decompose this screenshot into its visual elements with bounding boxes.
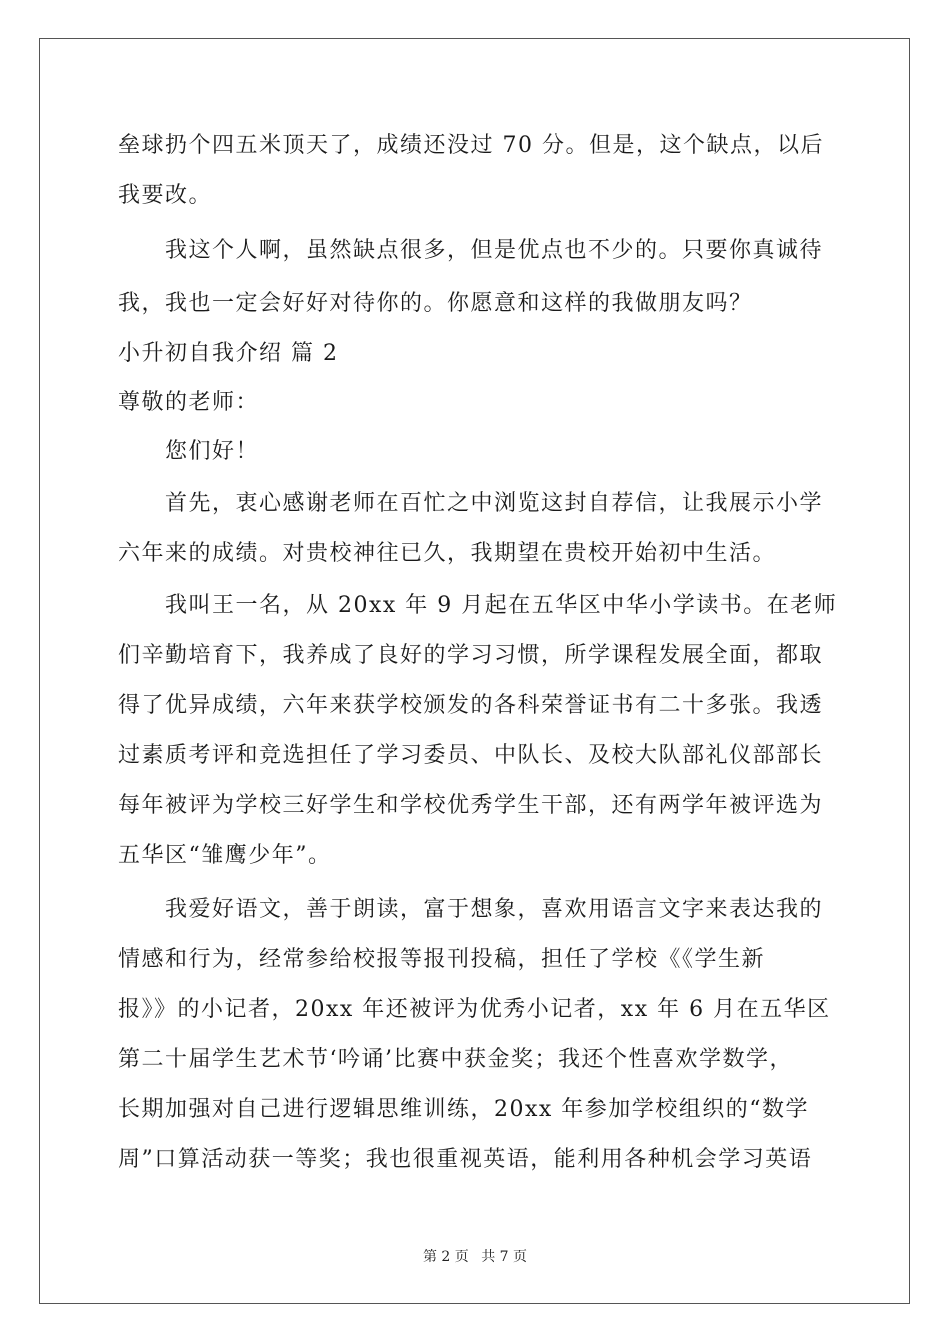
text-line: 我爱好语文，善于朗读，富于想象，喜欢用语言文字来表达我的 <box>118 897 824 922</box>
text-line: 六年来的成绩。对贵校神往已久，我期望在贵校开始初中生活。 <box>118 541 777 566</box>
text-line: 我，我也一定会好好对待你的。你愿意和这样的我做朋友吗？ <box>118 291 753 316</box>
text-line: 我这个人啊，虽然缺点很多，但是优点也不少的。只要你真诚待 <box>118 238 824 263</box>
text-line: 得了优异成绩，六年来获学校颁发的各科荣誉证书有二十多张。我透 <box>118 693 824 718</box>
text-line: 第二十届学生艺术节‘吟诵’比赛中获金奖；我还个性喜欢学数学， <box>118 1047 793 1072</box>
text-line: 我要改。 <box>118 183 213 208</box>
text-line: 首先，衷心感谢老师在百忙之中浏览这封自荐信，让我展示小学 <box>118 491 824 516</box>
page-footer <box>0 1246 950 1266</box>
section-heading: 小升初自我介绍 篇 2 <box>118 341 339 366</box>
text-line: 情感和行为，经常参给校报等报刊投稿，担任了学校《《学生新 <box>118 947 766 972</box>
page-number: 第 2 页 <box>422 1249 469 1265</box>
greeting: 您们好！ <box>118 439 260 464</box>
text-line: 我叫王一名，从 20xx 年 9 月起在五华区中华小学读书。在老师 <box>118 593 838 618</box>
text-line: 过素质考评和竞选担任了学习委员、中队长、及校大队部礼仪部部长 <box>118 743 824 768</box>
text-line: 五华区“雏鹰少年”。 <box>118 843 332 868</box>
text-line: 每年被评为学校三好学生和学校优秀学生干部，还有两学年被评选为 <box>118 793 824 818</box>
text-line: 报》》的小记者，20xx 年还被评为优秀小记者，xx 年 6 月在五华区 <box>118 997 831 1022</box>
page-total: 共 7 页 <box>481 1249 528 1265</box>
salutation: 尊敬的老师： <box>118 390 260 415</box>
text-line: 长期加强对自己进行逻辑思维训练，20xx 年参加学校组织的“数学 <box>118 1097 810 1122</box>
text-line: 周”口算活动获一等奖；我也很重视英语，能利用各种机会学习英语 <box>118 1147 813 1172</box>
text-line: 垒球扔个四五米顶天了，成绩还没过 70 分。但是，这个缺点，以后 <box>118 133 824 158</box>
text-line: 们辛勤培育下，我养成了良好的学习习惯，所学课程发展全面，都取 <box>118 643 824 668</box>
